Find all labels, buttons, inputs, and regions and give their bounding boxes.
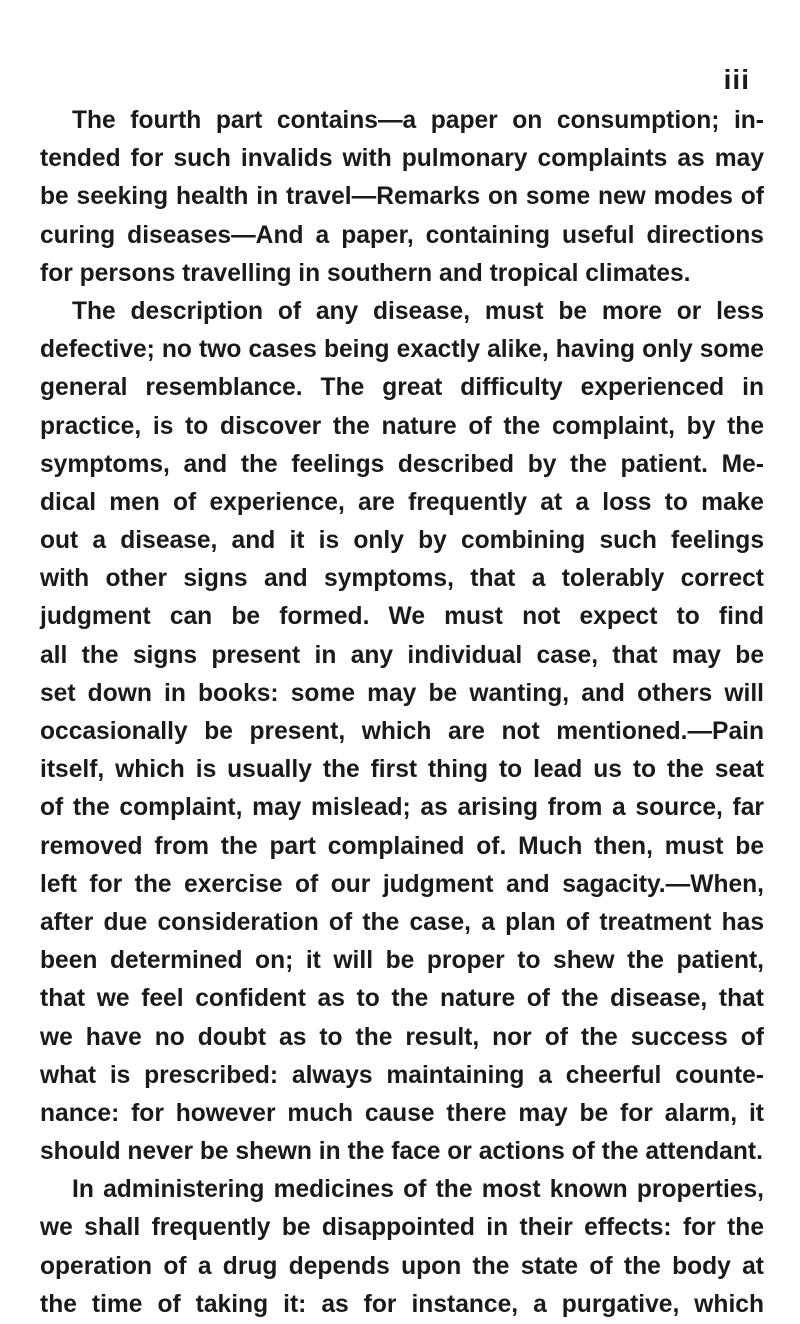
text-line: that we feel confident as to the nature of the disease, that [40, 985, 764, 1013]
text-line: tended for such invalids with pulmonary complaints as may [40, 145, 764, 173]
text-line: out a disease, and it is only by combining such feelings [40, 527, 764, 555]
text-line: general resemblance. The great difficulty experienced in [40, 374, 764, 402]
text-line: for persons travelling in southern and tropical climates. [40, 259, 691, 287]
text-line: all the signs present in any individual case, that may be [40, 641, 764, 669]
text-line: we shall frequently be disappointed in their effects: for the [40, 1214, 764, 1242]
text-line: dical men of experience, are frequently at a loss to make [40, 488, 764, 516]
text-line: be seeking health in travel—Remarks on some new modes of [40, 183, 764, 211]
text-line: after due consideration of the case, a plan of treatment has [40, 908, 764, 936]
text-line: the time of taking it: as for instance, a purgative, which [40, 1290, 764, 1318]
text-line: with other signs and symptoms, that a tolerably correct [40, 565, 764, 593]
text-line: of the complaint, may mislead; as arising from a source, far [40, 794, 764, 822]
text-line: occasionally be present, which are not mentioned.—Pain [40, 718, 764, 745]
text-line: should never be shewn in the face or actions of the attendant. [40, 1138, 763, 1166]
text-line: curing diseases—And a paper, containing useful directions [40, 221, 764, 249]
text-line: set down in books: some may be wanting, and others will [40, 679, 764, 707]
body-text [40, 102, 764, 1324]
page-number: iii [723, 64, 750, 95]
text-line: nance: for however much cause there may be for alarm, it [40, 1099, 764, 1127]
text-line: been determined on; it will be proper to shew the patient, [40, 947, 764, 975]
text-line: operation of a drug depends upon the state of the body at [40, 1252, 764, 1280]
text-line: judgment can be formed. We must not expect to find [40, 603, 764, 631]
text-line: symptoms, and the feelings described by the patient. Me- [40, 450, 764, 478]
text-line: defective; no two cases being exactly alike, having only some [40, 336, 764, 364]
text-line: In administering medicines of the most known properties, [72, 1176, 764, 1204]
text-line: what is prescribed: always maintaining a cheerful counte- [40, 1061, 764, 1089]
text-line: The fourth part contains—a paper on consumption; in- [72, 107, 764, 134]
text-line: left for the exercise of our judgment and sagacity.—When, [40, 870, 764, 898]
text-line: The description of any disease, must be more or less [72, 297, 764, 325]
text-line: itself, which is usually the first thing to lead us to the seat [40, 756, 764, 784]
text-line: practice, is to discover the nature of the complaint, by the [40, 412, 764, 440]
text-line: we have no doubt as to the result, nor of the success of [40, 1023, 764, 1051]
text-line: removed from the part complained of. Much then, must be [40, 832, 764, 860]
